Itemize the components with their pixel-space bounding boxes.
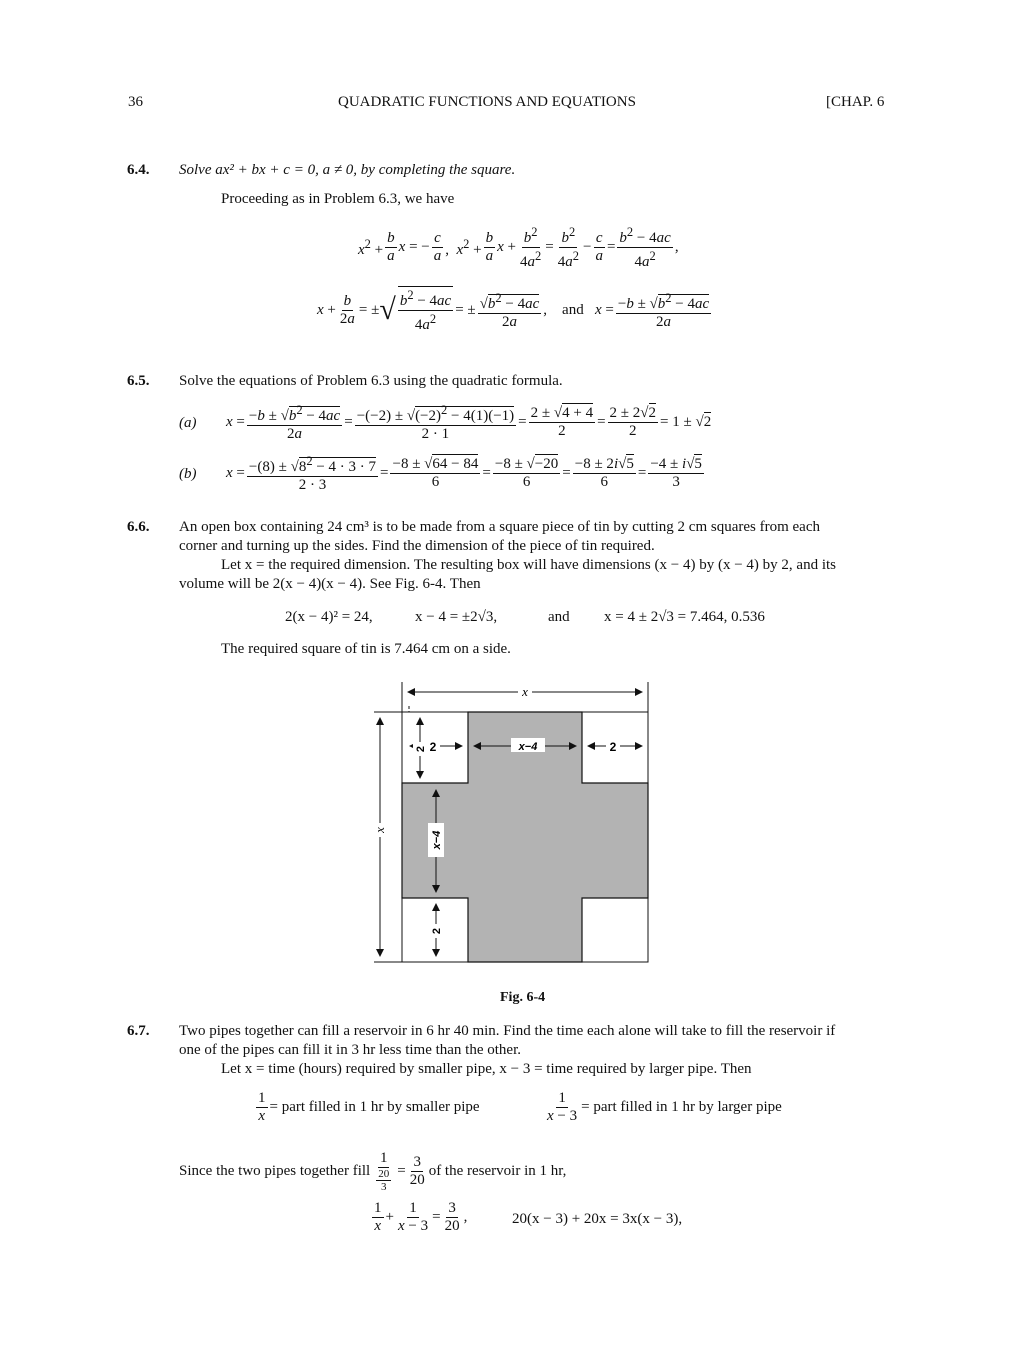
problem-6-6-line4: volume will be 2(x − 4)(x − 4). See Fig. 6-4. Then bbox=[179, 576, 481, 592]
problem-6-6-line2: corner and turning up the sides. Find the dimension of the piece of tin required. bbox=[179, 538, 655, 554]
equation-6-5-b: x = $\frac{-(8) \pm √8^2 - 4 \cdot 3 \cdot 7}{2 \cdot 3}$ = $\frac{-8 \pm √64 - 84}{6}$ = $\frac{-8 \pm √-20}{6}$ = $\frac{-8 \pm 2i√5}{6}$ = $\frac{-4 \pm i√5}{3}$ bbox=[226, 454, 702, 493]
figure-label-2-vertical-bottom: 2 bbox=[431, 927, 443, 935]
problem-6-6-line1: An open box containing 24 cm³ is to be made from a square piece of tin by cutting 2 cm squares from each bbox=[179, 519, 820, 535]
problem-6-7-line2: one of the pipes can fill it in 3 hr less time than the other. bbox=[179, 1042, 522, 1058]
figure-caption: Fig. 6-4 bbox=[500, 990, 546, 1005]
chapter-label: [CHAP. 6 bbox=[826, 94, 885, 110]
page-number: 36 bbox=[128, 94, 143, 110]
problem-6-7-line3: Let x = time (hours) required by smaller pipe, x − 3 = time required by larger pipe. Then bbox=[221, 1061, 752, 1077]
problem-number-6-7: 6.7. bbox=[127, 1023, 150, 1039]
label-b: (b) bbox=[179, 466, 197, 482]
problem-number-6-4: 6.4. bbox=[127, 162, 150, 178]
and-word: and bbox=[562, 301, 584, 318]
figure-label-2-right: 2 bbox=[609, 740, 617, 754]
figure-label-x4-vertical: x−4 bbox=[431, 830, 443, 850]
problem-6-4-intro: Proceeding as in Problem 6.3, we have bbox=[221, 191, 455, 207]
figure-label-x-top: x bbox=[522, 684, 528, 699]
equation-6-7-expanded: 20(x − 3) + 20x = 3x(x − 3), bbox=[512, 1211, 683, 1227]
running-title: QUADRATIC FUNCTIONS AND EQUATIONS bbox=[338, 94, 636, 110]
since-end-text: of the reservoir in 1 hr, bbox=[428, 1163, 567, 1179]
since-text: Since the two pipes together fill bbox=[179, 1163, 371, 1179]
equation-6-6-part2: x − 4 = ±2√3, bbox=[415, 609, 498, 625]
equation-6-4-line2: x + $\frac{b}{2a}$ = ± √ $\frac{b^2 - 4ac}{4a^2}$ = ± $\frac{√b^2 - 4ac}{2a}$ , and x = $\frac{-b \pm √b^2 - 4ac}{2a}$ bbox=[317, 288, 710, 333]
problem-6-7-since: Since the two pipes together fill $\frac{1}{\frac{20}{3}}$ = $\frac{3}{20}$ of the reservoir in 1 hr, bbox=[179, 1150, 567, 1193]
figure-label-x-side: x bbox=[372, 827, 387, 833]
equation-6-6-part1: 2(x − 4)² = 24, bbox=[285, 609, 373, 625]
figure-label-2-vertical-top: 2 bbox=[415, 745, 427, 753]
equation-6-7-final: 1 x + $\frac{1}{x - 3}$ = $\frac{3}{20}$ , bbox=[374, 1200, 468, 1234]
figure-label-x4-horizontal: x−4 bbox=[518, 741, 538, 753]
label-a: (a) bbox=[179, 415, 197, 431]
equation-6-5-a: x = $\frac{-b \pm √b^2 - 4ac}{2a}$ = $\frac{-(-2) \pm √(-2)^2 - 4(1)(-1)}{2 \cdot 1}$ = $\frac{2 \pm √4 + 4}{2}$ = $\frac{2 \pm 2√2}{2}$ = 1 ± √2 bbox=[226, 403, 712, 442]
equation-6-7-smaller: $\frac{1}{x}$ = part filled in 1 hr by smaller pipe bbox=[258, 1090, 480, 1124]
equation-6-6-and: and bbox=[548, 609, 570, 625]
equation-6-7-larger: $\frac{1}{x - 3}$ = part filled in 1 hr by larger pipe bbox=[547, 1090, 782, 1124]
part-large-text: = part filled in 1 hr by larger pipe bbox=[581, 1099, 782, 1115]
problem-number-6-6: 6.6. bbox=[127, 519, 150, 535]
problem-6-5-statement: Solve the equations of Problem 6.3 using the quadratic formula. bbox=[179, 373, 563, 389]
problem-6-6-conclusion: The required square of tin is 7.464 cm on a side. bbox=[221, 641, 511, 657]
problem-6-7-line1: Two pipes together can fill a reservoir in 6 hr 40 min. Find the time each alone will take to fill the reservoir if bbox=[179, 1023, 836, 1039]
equation-6-6-part3: x = 4 ± 2√3 = 7.464, 0.536 bbox=[604, 609, 765, 625]
figure-label-2-left: 2 bbox=[429, 740, 437, 754]
problem-number-6-5: 6.5. bbox=[127, 373, 150, 389]
figure-6-4 bbox=[368, 678, 658, 968]
equation-6-4-line1: $x^2$ + $\frac{b}{a}$ x = − $\frac{c}{a}$ , $x^2$ + $\frac{b}{a}$ x + $\frac{b^2}{4a^2}$ = $\frac{b^2}{4a^2}$ − $\frac{c}{a}$ = $\frac{b^2 - 4ac}{4a^2}$ , bbox=[358, 225, 679, 270]
part-small-text: = part filled in 1 hr by smaller pipe bbox=[269, 1099, 480, 1115]
problem-6-4-statement: Solve ax² + bx + c = 0, a ≠ 0, by completing the square. bbox=[179, 162, 516, 178]
problem-6-6-line3: Let x = the required dimension. The resulting box will have dimensions (x − 4) by (x − 4) by 2, and its bbox=[221, 557, 836, 573]
